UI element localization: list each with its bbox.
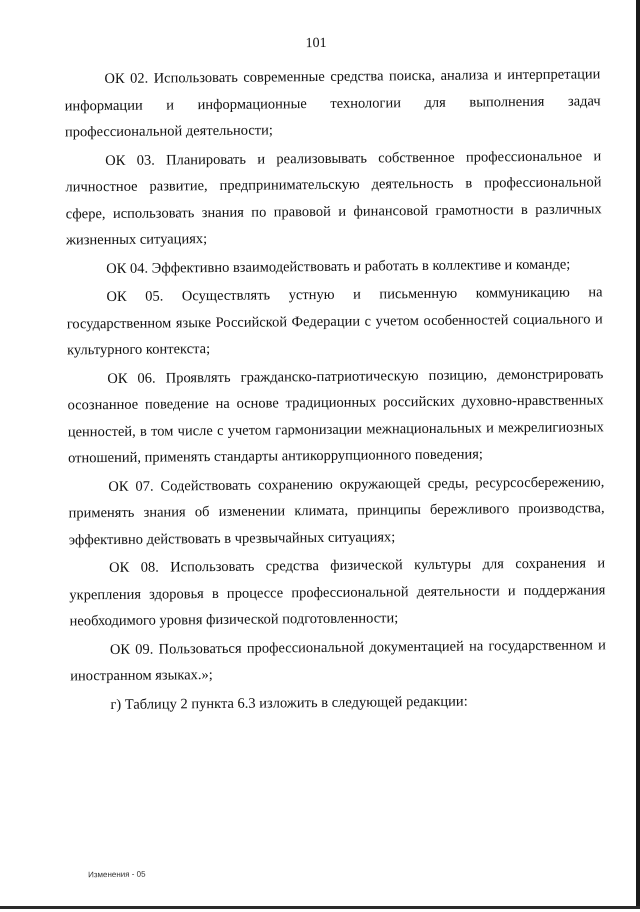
page-number: 101 [305, 35, 327, 52]
paragraph-ok-04: ОК 04. Эффективно взаимодействовать и работать в коллективе и команде; [106, 256, 571, 277]
document-body [64, 61, 606, 718]
paragraph-ok-05: ОК 05. Осуществлять устную и письменную коммуникацию на государственном языке Российской Федерации с учетом особенностей социального и культурного контекста; [66, 284, 603, 359]
footer-revision-note: Изменения - 05 [88, 869, 146, 880]
paragraph-ok-06: ОК 06. Проявлять гражданско-патриотическую позицию, демонстрировать осознанное поведение на основе традиционных российских духовно-нравственных ценностей, в том числе с учетом гармонизации межнациональных и межрелигиозных отношений, применять стандарты антикоррупционного поведения; [67, 365, 604, 467]
paragraph-ok-09: ОК 09. Пользоваться профессиональной документацией на государственном и иностранном языках.»; [70, 636, 606, 685]
paragraph-ok-07: ОК 07. Содействовать сохранению окружающей среды, ресурсосбережению, применять знания об изменении климата, принципы бережливого производства, эффективно действовать в чрезвычайных ситуациях; [68, 473, 605, 548]
paragraph-ok-02: ОК 02. Использовать современные средства поиска, анализа и интерпретации информации и информационные технологии для выполнения задач профессиональной деятельности; [64, 66, 601, 141]
scan-edge-right [636, 0, 640, 909]
paragraph-ok-08: ОК 08. Использовать средства физической культуры для сохранения и укрепления здоровья в процессе профессиональной деятельности и поддержания необходимого уровня физической подготовленности; [69, 555, 606, 630]
paragraph-table-instruction: г) Таблицу 2 пункта 6.3 изложить в следующей редакции: [110, 693, 468, 713]
paragraph-ok-03: ОК 03. Планировать и реализовывать собственное профессиональное и личностное развитие, предпринимательскую деятельность в профессиональной сфере, использовать знания по правовой и финансовой грамотности в различных жизненных ситуациях; [65, 147, 602, 249]
